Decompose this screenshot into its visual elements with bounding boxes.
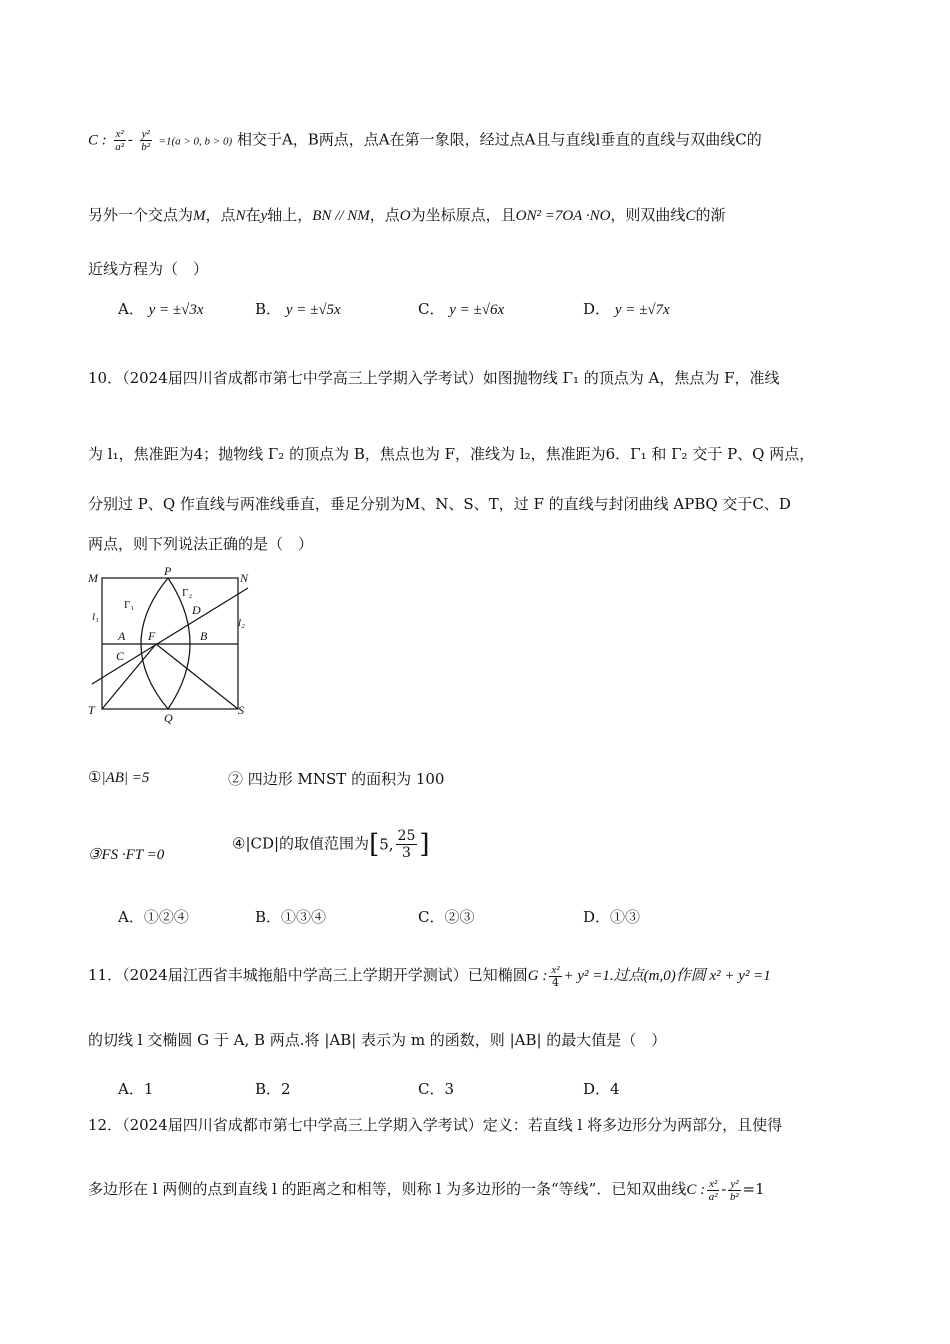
q11-line-2: 的切线 l 交椭圆 G 于 A, B 两点.将 |AB| 表示为 m 的函数，则 |AB| 的最大值是（ ） <box>88 1031 667 1049</box>
frac-x2-a2: $\frac{\text{x²}}{\text{a²}}$ <box>115 128 125 153</box>
label-D: D <box>192 603 201 617</box>
q10-line-2: 为 l₁，焦准距为4；抛物线 Γ₂ 的顶点为 B，焦点也为 F，准线为 l₂，焦准距为6．Γ₁ 和 Γ₂ 交于 P、Q 两点， <box>88 445 815 463</box>
label-l1: l₁ <box>92 611 99 623</box>
q9-option-c[interactable]: C． y = ±√6x <box>418 300 505 318</box>
q10-statement-1: ①|AB| =5 <box>88 768 150 786</box>
label-Q: Q <box>164 711 173 725</box>
q11-option-b[interactable]: B．2 <box>255 1080 291 1098</box>
frac-y2-b2: $\frac{\text{y²}}{\text{b²}}$ <box>141 128 151 153</box>
label-C: C <box>116 649 125 663</box>
label-F: F <box>148 629 156 643</box>
q11-line-1: 11．（2024届江西省丰城拖船中学高三上学期开学测试）已知椭圆G : $\frac{\text{x²}}{4}$ + y² =1.过点(m,0)作圆 x² + y² =1 <box>88 963 771 989</box>
q10-line-1: 10．（2024届四川省成都市第七中学高三上学期入学考试）如图抛物线 Γ₁ 的顶点为 A，焦点为 F，准线 <box>88 369 780 387</box>
label-gamma1: Γ₁ <box>124 599 135 611</box>
q10-statement-3: ③FS ·FT =0 <box>88 847 165 863</box>
hyperbola-condition: =1(a > 0, b > 0) <box>158 135 233 148</box>
label-P: P <box>164 566 172 578</box>
label-gamma2: Γ₂ <box>182 587 193 599</box>
vector-equation: ON² =7OA ·NO <box>515 208 611 224</box>
q9-options <box>118 298 818 320</box>
q10-option-b[interactable]: B．①③④ <box>255 908 327 926</box>
label-N: N <box>240 571 249 585</box>
q9-option-d[interactable]: D． y = ±√7x <box>583 300 670 318</box>
q9-line-2: 另外一个交点为M，点N在y轴上，BN // NM，点O为坐标原点，且ON² =7OA ·NO，则双曲线C的渐 <box>88 206 726 224</box>
parallel-expr: BN // NM <box>312 208 370 224</box>
q11-option-a[interactable]: A．1 <box>118 1080 154 1098</box>
label-T: T <box>88 703 95 717</box>
q10-option-d[interactable]: D．①③ <box>583 908 641 926</box>
q10-statement-2: ② 四边形 MNST 的面积为 100 <box>228 770 445 788</box>
q12-frac-x2-a2: $\frac{\text{x²}}{\text{a²}}$ <box>708 1177 718 1203</box>
line-FS <box>156 644 238 709</box>
q9-option-a[interactable]: A． y = ±√3x <box>118 300 204 318</box>
q9-line-3: 近线方程为（ ） <box>88 260 209 278</box>
label-A: A <box>118 629 126 643</box>
q11-option-d[interactable]: D．4 <box>583 1080 620 1098</box>
q12-line-2: 多边形在 l 两侧的点到直线 l 的距离之和相等，则称 l 为多边形的一条“等线”．已知双曲线C : $\frac{\text{x²}}{\text{a²}}$ - $\frac{\text{y²}}{\text{b²}}$ =1 <box>88 1177 765 1203</box>
q11-options <box>118 1078 818 1100</box>
frac-x2-4: $\frac{\text{x²}}{4}$ <box>551 963 560 989</box>
q11-option-c[interactable]: C．3 <box>418 1080 455 1098</box>
label-l2: l₂ <box>238 617 245 629</box>
hyperbola-label: C : <box>88 132 107 149</box>
q10-option-c[interactable]: C．②③ <box>418 908 475 926</box>
q10-options <box>118 906 818 928</box>
q10-option-a[interactable]: A．①②④ <box>118 908 189 926</box>
q9-option-b[interactable]: B． y = ±√5x <box>255 300 341 318</box>
line-CD <box>92 588 248 684</box>
q12-line-1: 12．（2024届四川省成都市第七中学高三上学期入学考试）定义：若直线 l 将多边形分为两部分，且使得 <box>88 1116 783 1134</box>
q10-line-4: 两点，则下列说法正确的是（ ） <box>88 535 314 553</box>
q9-line-1: C : $\frac{\text{x²}}{\text{a²}}$ - $\frac{\text{y²}}{\text{b²}}$ =1(a > 0, b > 0) 相交于A，B两点，点A在第一象限，经过点A且与直线l垂直的直线与双曲线C的 <box>88 128 762 153</box>
label-S: S <box>238 703 244 717</box>
q10-statement-4: ④|CD|的取值范围为[5, $\frac{25}{3}$ ] <box>232 828 430 861</box>
label-M: M <box>88 571 98 585</box>
q10-line-3: 分别过 P、Q 作直线与两准线垂直，垂足分别为M、N、S、T，过 F 的直线与封闭曲线 APBQ 交于C、D <box>88 495 791 513</box>
q9-line-1-text: 相交于A，B两点，点A在第一象限，经过点A且与直线l垂直的直线与双曲线C的 <box>236 130 762 149</box>
q12-frac-y2-b2: $\frac{\text{y²}}{\text{b²}}$ <box>730 1177 739 1203</box>
range-fraction: $\frac{25}{3}$ <box>397 828 416 861</box>
parabola-figure <box>86 566 256 726</box>
label-B: B <box>200 629 208 643</box>
